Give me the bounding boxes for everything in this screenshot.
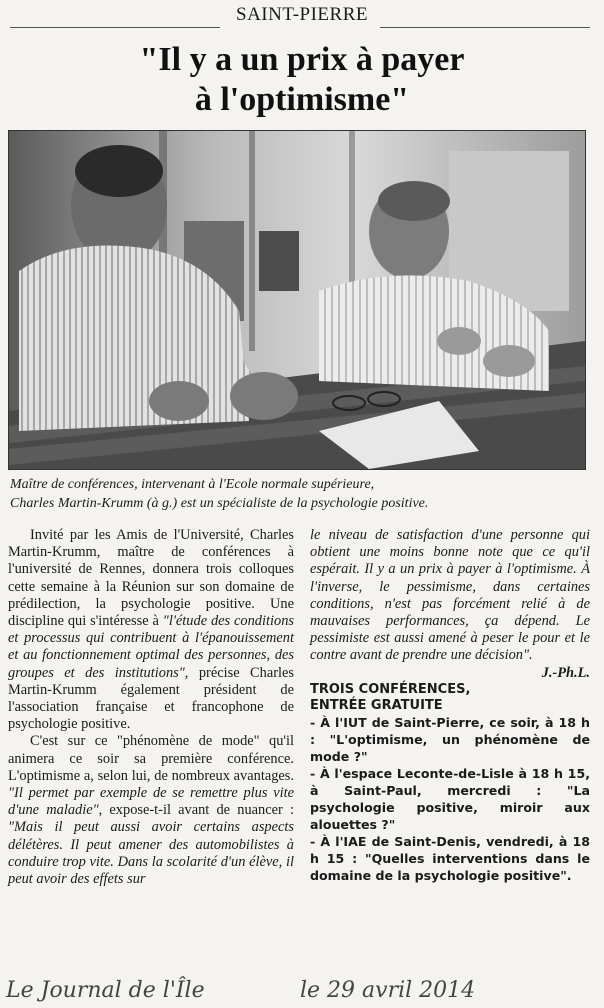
paragraph-2-text-b: , expose-t-il avant de nuancer : (98, 802, 294, 819)
headline (0, 40, 604, 120)
paragraph-1 (8, 527, 294, 733)
conference-item-3: - À l'IAE de Saint-Denis, vendredi, à 18 h 15 : "Quelles interventions dans le domaine de la psychologie positive". (310, 833, 590, 883)
paragraph-2 (8, 733, 294, 888)
headline-line-1: "Il y a un prix à payer (139, 41, 465, 78)
source-date: le 29 avril 2014 (300, 978, 476, 1003)
author-signature: J.-Ph.L. (541, 664, 590, 681)
paragraph-1-text-a: Invité par les Amis de l'Université, Charles Martin-Krumm, maître de conférences à l'université de Rennes, donnera trois colloques cette semaine à la Réunion sur son domaine de prédilection, la psychologie positive. Une discipline qui s'intéresse à (8, 527, 294, 630)
paragraph-2-quote-1: "Il permet par exemple de se remettre plus vite d'une maladie" (8, 785, 294, 819)
article-column-right (310, 527, 590, 884)
handwritten-source-note (0, 976, 604, 1008)
paragraph-2-text-a: C'est sur ce "phénomène de mode" qu'il animera ce soir sa première conférence. L'optimisme a, selon lui, de nombreux avantages. (8, 733, 294, 784)
article-photo (8, 130, 586, 470)
conference-box (310, 682, 590, 884)
photo-caption (10, 475, 590, 513)
headline-line-2: à l'optimisme" (194, 81, 410, 118)
photo-illustration (9, 131, 585, 469)
box-title-line-1: TROIS CONFÉRENCES, (310, 681, 471, 697)
paragraph-1-quote: "l'étude des conditions et processus qui contribuent à l'épanouissement et au fonctionnement optimal des personnes, des groupes et des institutions" (8, 613, 294, 681)
article-column-left (8, 527, 294, 888)
paragraph-2-quote-2: "Mais il peut aussi avoir certains aspects délétères. Il peut amener des automobilistes à conduire trop vite. Dans la scolarité d'un élève, il peut avoir des effets sur (8, 819, 294, 888)
conference-item-2: - À l'espace Leconte-de-Lisle à 18 h 15, à Saint-Paul, mercredi : "La psychologie positive, miroir aux alouettes ?" (310, 765, 590, 832)
box-title-line-2: ENTRÉE GRATUITE (310, 697, 443, 713)
section-rule-right (380, 27, 590, 28)
paragraph-3-quote: le niveau de satisfaction d'une personne qui obtient une moins bonne note que ce qu'il espérait. Il y a un prix à payer à l'optimisme. À l'inverse, le pessimisme, dans certaines conditions, n'est pas forcément relié à de mauvaises performances, ça dépend. Le pessimiste est aussi amené à peser le pour et le contre avant de prendre une décision". (310, 527, 590, 664)
caption-line-2: Charles Martin-Krumm (à g.) est un spécialiste de la psychologie positive. (10, 496, 429, 511)
conference-item-1: - À l'IUT de Saint-Pierre, ce soir, à 18 h : "L'optimisme, un phénomène de mode ?" (310, 714, 590, 764)
source-publication: Le Journal de l'Île (6, 978, 205, 1003)
section-label: SAINT-PIERRE (236, 4, 368, 25)
paragraph-1-text-b: , précise Charles Martin-Krumm également président de l'association française et francophone de psychologie positive. (8, 664, 294, 733)
paragraph-3 (310, 527, 590, 665)
caption-line-1: Maître de conférences, intervenant à l'Ecole normale supérieure, (10, 477, 375, 492)
section-rule-left (10, 27, 220, 28)
